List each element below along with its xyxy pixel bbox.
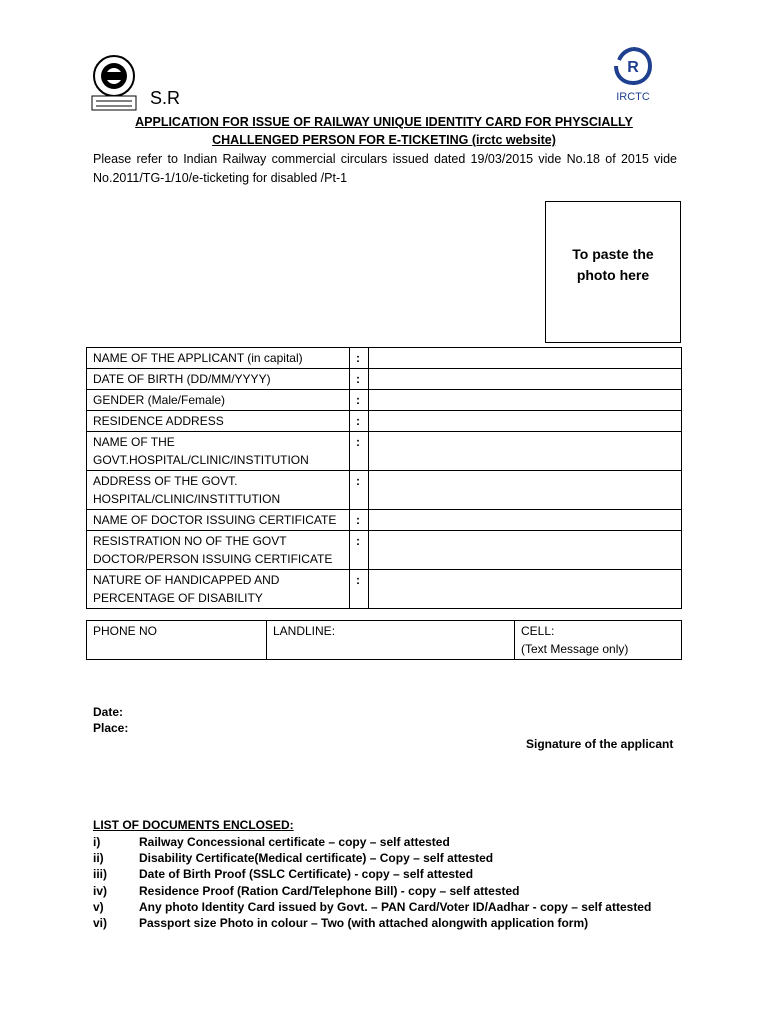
landline-field[interactable] [267,621,515,660]
form-row-value-field[interactable] [369,432,682,471]
form-row-colon: : [350,471,369,510]
list-item [93,883,651,899]
documents-list [93,834,651,931]
form-row-value-field[interactable] [369,411,682,432]
form-row-label: RESISTRATION NO OF THE GOVT DOCTOR/PERSON ISSUING CERTIFICATE [87,531,350,570]
list-item-text: Date of Birth Proof (SSLC Certificate) - copy – self attested [139,867,474,882]
list-item-number: vi) [93,916,108,931]
form-row [87,570,682,609]
form-title-line1: APPLICATION FOR ISSUE OF RAILWAY UNIQUE IDENTITY CARD FOR PHYSCIALLY [135,115,633,129]
list-item [93,834,651,850]
place-label: Place: [93,721,129,735]
form-row-label: GENDER (Male/Female) [87,390,350,411]
form-row-label: NATURE OF HANDICAPPED AND PERCENTAGE OF DISABILITY [87,570,350,609]
form-row [87,432,682,471]
list-item-text: Any photo Identity Card issued by Govt. – PAN Card/Voter ID/Aadhar - copy – self attested [139,899,652,914]
form-row-colon: : [350,348,369,369]
cell-note: (Text Message only) [521,642,629,656]
list-item-text: Passport size Photo in colour – Two (with attached alongwith application form) [139,916,589,931]
phone-table [86,620,682,660]
list-item [93,899,651,915]
form-row-value-field[interactable] [369,471,682,510]
irctc-logo-label: IRCTC [616,91,650,103]
svg-text:R: R [627,59,639,76]
form-row [87,411,682,432]
list-item-number: v) [93,899,104,914]
indian-railways-logo [88,54,140,114]
list-item-number: i) [93,835,101,849]
form-row-value-field[interactable] [369,390,682,411]
form-row-value-field[interactable] [369,348,682,369]
list-item-number: ii) [93,851,104,866]
form-row [87,471,682,510]
form-row-label: RESIDENCE ADDRESS [87,411,350,432]
list-item-text: Railway Concessional certificate – copy – self attested [139,835,450,849]
form-row-colon: : [350,510,369,531]
signature-label: Signature of the applicant [526,737,674,751]
list-item-text: Disability Certificate(Medical certificate) – Copy – self attested [139,851,494,866]
form-row-colon: : [350,432,369,471]
form-row [87,348,682,369]
photo-box-line2: photo here [576,267,650,283]
list-item [93,866,651,882]
form-row [87,531,682,570]
form-row-colon: : [350,411,369,432]
form-row-label: NAME OF THE APPLICANT (in capital) [87,348,350,369]
phone-row [87,621,682,660]
date-place-block [93,704,128,736]
form-row [87,369,682,390]
form-row-value-field[interactable] [369,510,682,531]
cell-field[interactable] [515,621,682,660]
irctc-emblem-icon [613,46,653,86]
cell-label: CELL: [521,624,555,638]
form-row-colon: : [350,369,369,390]
irctc-logo [608,46,658,106]
intro-paragraph: Please refer to Indian Railway commercial circulars issued dated 19/03/2015 vide No.18 of 2015 vide No.2011/TG-1/10/e-ticketing for disabled /Pt-1 [93,152,677,185]
form-row-label: DATE OF BIRTH (DD/MM/YYYY) [87,369,350,390]
form-row-value-field[interactable] [369,570,682,609]
list-item [93,915,651,931]
zone-label: S.R [150,88,181,108]
documents-heading: LIST OF DOCUMENTS ENCLOSED: [93,818,294,832]
form-row-label: NAME OF THE GOVT.HOSPITAL/CLINIC/INSTITUTION [87,432,350,471]
date-label: Date: [93,705,124,719]
list-item-number: iii) [93,867,107,882]
list-item-text: Residence Proof (Ration Card/Telephone Bill) - copy – self attested [139,883,520,898]
applicant-form-table [86,347,682,609]
form-row-value-field[interactable] [369,531,682,570]
form-title-line2: CHALLENGED PERSON FOR E-TICKETING (irctc website) [212,133,556,147]
list-item [93,850,651,866]
photo-box[interactable] [545,201,681,343]
form-row [87,510,682,531]
form-row-value-field[interactable] [369,369,682,390]
photo-box-line1: To paste the [572,246,654,262]
list-item-number: iv) [93,883,108,898]
form-row-colon: : [350,390,369,411]
phone-label: PHONE NO [87,621,267,660]
form-row-label: ADDRESS OF THE GOVT. HOSPITAL/CLINIC/INSTITTUTION [87,471,350,510]
landline-label: LANDLINE: [273,624,336,638]
form-row [87,390,682,411]
form-row-label: NAME OF DOCTOR ISSUING CERTIFICATE [87,510,350,531]
form-row-colon: : [350,531,369,570]
form-row-colon: : [350,570,369,609]
